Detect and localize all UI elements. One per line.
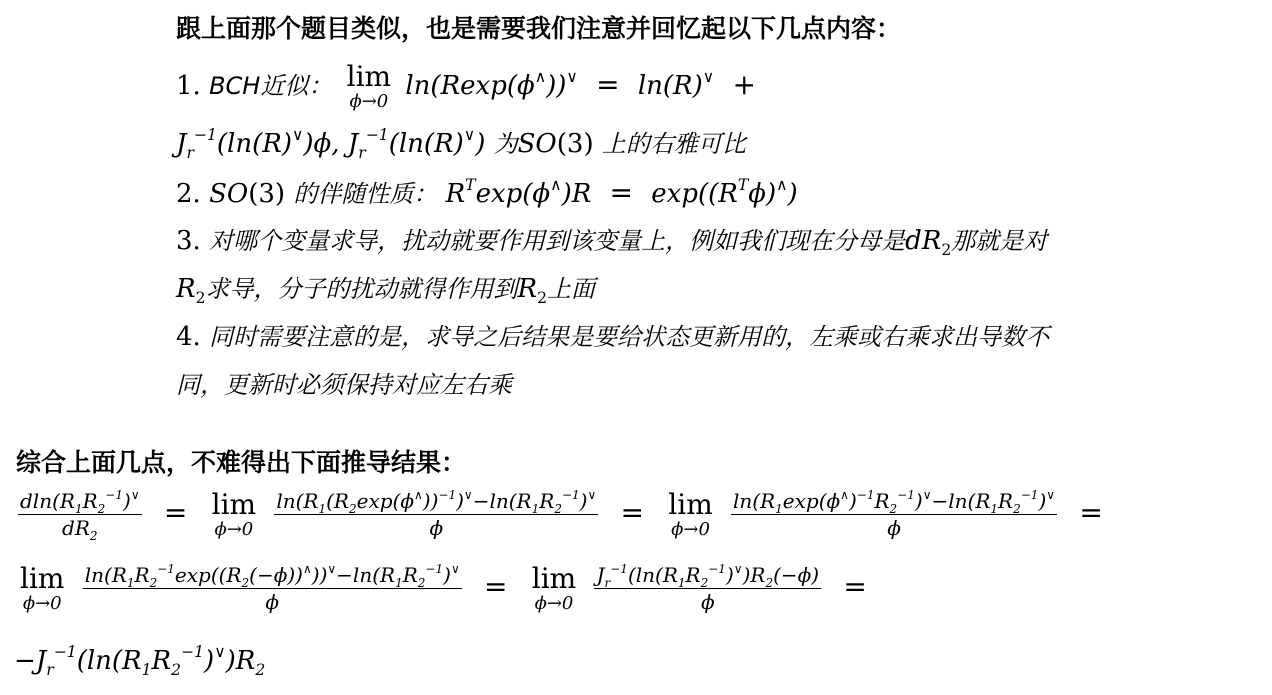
lim-operator: lim ϕ→0: [20, 561, 65, 614]
point1-line1: 1. BCH近似： lim ϕ→0 ln(Rexp(ϕ∧))∨ = ln(R)∨ +: [176, 60, 756, 112]
fraction-1: $\frac{\ln(R_1(R_2\exp(\phi^\wedge))^{-1})^\vee-\ln(R_1R_2^{-1})^\vee}{\phi}$: [276, 487, 597, 540]
derivation-result: $-J_r^{-1}(\ln(R_1R_2^{-1})^\vee)R_2$: [14, 643, 266, 680]
derivation-line1: $\frac{dln(R_1R_2^{-1})^\vee}{dR_2}$ = lim ϕ→0 $\frac{\ln(R_1(R_2\exp(\phi^\wedge))^{-1})^\vee-\ln(R_1R_2^{-1})^\vee}{\phi}$ = lim ϕ→0 $\frac{\ln(R_1\exp(\phi^\wedge)^{-1}R_2^{-1})^\vee-\ln(R_1R_2^{-1})^\vee}{\phi}$ =: [20, 487, 1103, 543]
lim-operator: lim ϕ→0: [668, 487, 713, 540]
summary-text: 综合上面几点，不难得出下面推导结果：: [16, 448, 467, 477]
lim-operator: lim ϕ→0: [211, 487, 257, 540]
point2-line: 2. SO(3) 的伴随性质： $R^T\exp(\phi^\wedge)R = \exp((R^T\phi)^\wedge)$: [176, 176, 798, 209]
lim-operator: lim ϕ→0: [346, 60, 392, 112]
point4-line1: 4. 同时需要注意的是，求导之后结果是要给状态更新用的，左乘或右乘求出导数不: [176, 322, 1050, 352]
fraction-3: $\frac{\ln(R_1R_2^{-1}\exp((R_2(-\phi))^\wedge))^\vee-\ln(R_1R_2^{-1})^\vee}{\phi}$: [84, 561, 460, 614]
fraction-4: $\frac{J_r^{-1}(\ln(R_1R_2^{-1})^\vee)R_2(-\phi)}{\phi}$: [596, 561, 820, 614]
derivation-line2: lim ϕ→0 $\frac{\ln(R_1R_2^{-1}\exp((R_2(-\phi))^\wedge))^\vee-\ln(R_1R_2^{-1})^\vee}{\phi}$ = lim ϕ→0 $\frac{J_r^{-1}(\ln(R_1R_2^{-1})^\vee)R_2(-\phi)}{\phi}$ =: [20, 561, 867, 614]
lim-operator: lim ϕ→0: [531, 561, 577, 614]
point3-line2: $R_2$求导，分子的扰动就得作用到$R_2$上面: [176, 274, 595, 308]
intro-text: 跟上面那个题目类似，也是需要我们注意并回忆起以下几点内容：: [176, 14, 902, 43]
point4-line2: 同，更新时必须保持对应左右乘: [176, 371, 512, 399]
point1-line2: $J_r^{-1}(\ln(R)^\vee)\phi$, $J_r^{-1}(\ln(R)^\vee)$ 为SO(3) 上的右雅可比: [176, 126, 746, 163]
fraction-2: $\frac{\ln(R_1\exp(\phi^\wedge)^{-1}R_2^{-1})^\vee-\ln(R_1R_2^{-1})^\vee}{\phi}$: [733, 487, 1056, 540]
fraction-lhs: $\frac{dln(R_1R_2^{-1})^\vee}{dR_2}$: [20, 487, 140, 543]
point3-line1: 3. 对哪个变量求导，扰动就要作用到该变量上，例如我们现在分母是$dR_2$那就是对: [176, 226, 1048, 260]
